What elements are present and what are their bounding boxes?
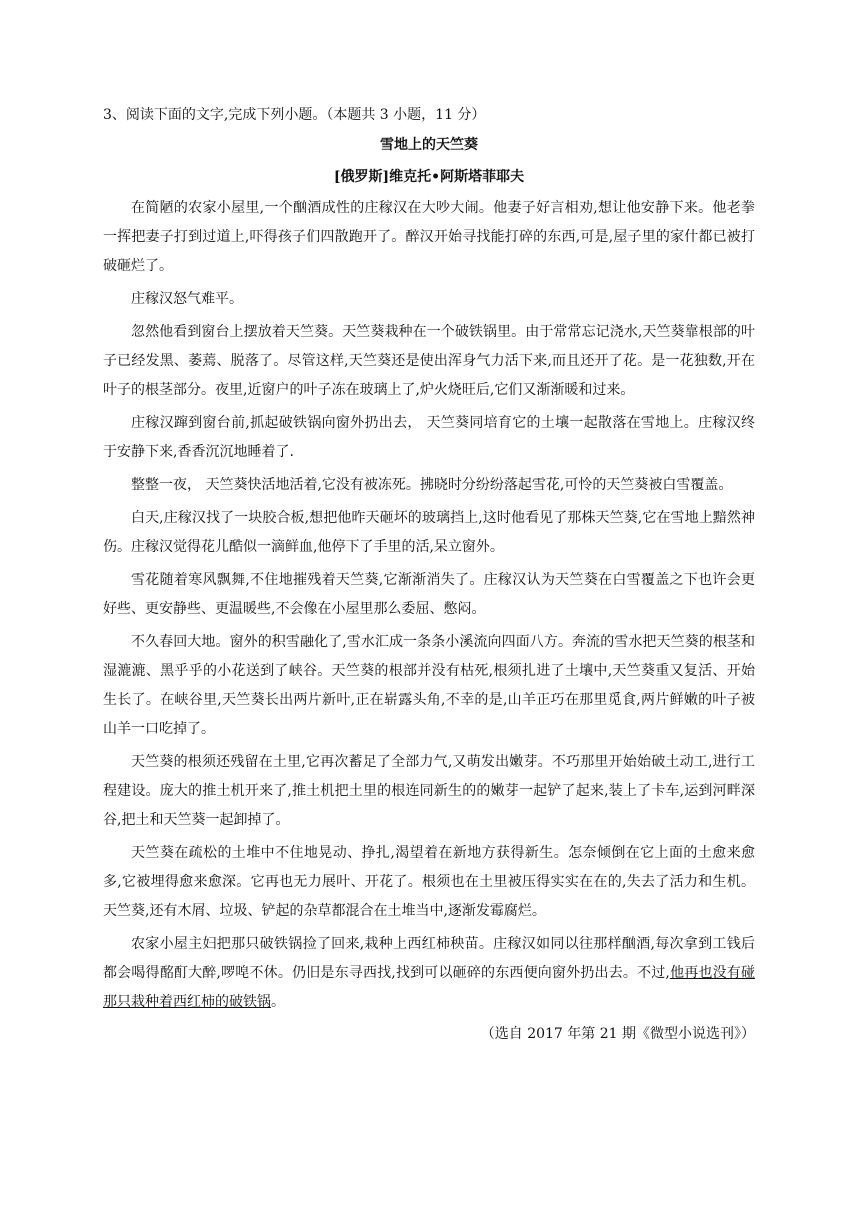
- paragraph-11-text: 农家小屋主妇把那只破铁锅捡了回来,栽种上西红柿秧苗。庄稼汉如同以往那样酗酒,每次拿到工钱后都会喝得酩酊大醉,啰唣不休。仍旧是东寻西找,找到可以砸碎的东西便向窗外扔出去。不过,: [103, 936, 755, 981]
- question-header: 3、阅读下面的文字,完成下列小题。（本题共 3 小题，11 分）: [103, 107, 486, 123]
- document-content: [103, 102, 755, 1047]
- paragraph-7: 雪花随着寒风飘舞,不住地摧残着天竺葵,它渐渐消失了。庄稼汉认为天竺葵在白雪覆盖之下也许会更好些、更安静些、更温暖些,不会像在小屋里那么委屈、憋闷。: [103, 572, 755, 617]
- paragraph-6: 白天,庄稼汉找了一块胶合板,想把他昨天砸坏的玻璃挡上,这时他看见了那株天竺葵,它在雪地上黯然神伤。庄稼汉觉得花儿酷似一滴鲜血,他停下了手里的活,呆立窗外。: [103, 510, 755, 555]
- paragraph-3: 忽然他看到窗台上摆放着天竺葵。天竺葵栽种在一个破铁锅里。由于常常忘记浇水,天竺葵靠根部的叶子已经发黑、萎蔫、脱落了。尽管这样,天竺葵还是使出浑身气力活下来,而且还开了花。是一花独数,开在叶子的根茎部分。夜里,近窗户的叶子冻在玻璃上了,炉火烧旺后,它们又渐渐暖和过来。: [103, 324, 755, 398]
- paragraph-4: 庄稼汉蹿到窗台前,抓起破铁锅向窗外扔出去， 天竺葵同培育它的土壤一起散落在雪地上。庄稼汉终于安静下来,香香沉沉地睡着了.: [103, 415, 755, 460]
- paragraph-1: 在简陋的农家小屋里,一个酗酒成性的庄稼汉在大吵大闹。他妻子好言相劝,想让他安静下来。他老拳一挥把妻子打到过道上,吓得孩子们四散跑开了。醉汉开始寻找能打碎的东西,可是,屋子里的家什都已被打破砸烂了。: [103, 200, 755, 274]
- underlined-sentence: 他再也没有碰那只栽种着西红柿的破铁锅: [103, 965, 755, 1010]
- article-author: [俄罗斯]维克托•阿斯塔菲耶夫: [333, 169, 525, 185]
- paragraph-11: [103, 930, 755, 1017]
- paragraph-5: 整整一夜， 天竺葵快活地活着,它没有被冻死。拂晓时分纷纷落起雪花,可怜的天竺葵被白雪覆盖。: [131, 477, 733, 493]
- paragraph-10: 天竺葵在疏松的土堆中不住地晃动、挣扎,渴望着在新地方获得新生。怎奈倾倒在它上面的土愈来愈多,它被埋得愈来愈深。它再也无力展叶、开花了。根须也在土里被压得实实在在的,失去了活力和生机。天竺葵,还有木屑、垃圾、铲起的杂草都混合在土堆当中,逐渐发霉腐烂。: [103, 845, 755, 919]
- article-title: 雪地上的天竺葵: [380, 137, 478, 153]
- paragraph-2: 庄稼汉怒气难平。: [131, 291, 243, 307]
- paragraph-11-end: 。: [271, 994, 285, 1010]
- paragraph-8: 不久春回大地。窗外的积雪融化了,雪水汇成一条条小溪流向四面八方。奔流的雪水把天竺葵的根茎和湿漉漉、黑乎乎的小花送到了峡谷。天竺葵的根部并没有枯死,根须扎进了土壤中,天竺葵重又复活、开始生长了。在峡谷里,天竺葵长出两片新叶,正在崭露头角,不幸的是,山羊正巧在那里觅食,两片鲜嫩的叶子被山羊一口吃掉了。: [103, 634, 755, 737]
- paragraph-9: 天竺葵的根须还残留在土里,它再次蓄足了全部力气,又萌发出嫩芽。不巧那里开始始破土动工,进行工程建设。庞大的推土机开来了,推土机把土里的根连同新生的的嫩芽一起铲了起来,装上了卡车,运到河畔深谷,把土和天竺葵一起卸掉了。: [103, 754, 755, 828]
- source-citation: （选自 2017 年第 21 期《微型小说选刊》）: [480, 1026, 755, 1042]
